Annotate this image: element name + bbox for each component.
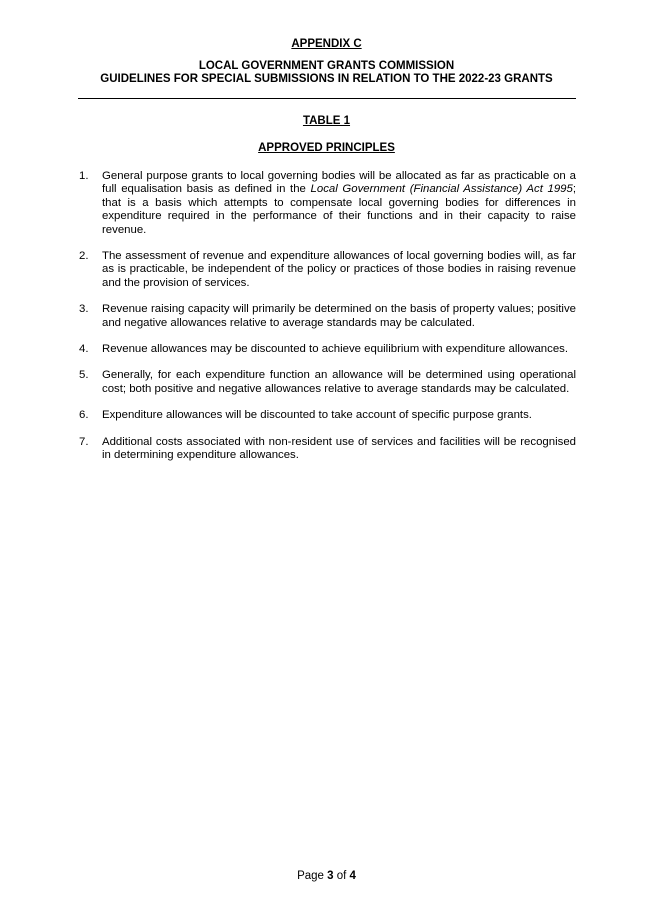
organization-title: LOCAL GOVERNMENT GRANTS COMMISSION — [198, 60, 455, 72]
principle-text-part: General purpose grants to local governing bodies will be allocated as far as practicable on a full equalisation basis as defined in the — [102, 170, 576, 196]
principle-text: Expenditure allowances will be discounted to take account of specific purpose grants. — [102, 409, 532, 422]
guidelines-title: GUIDELINES FOR SPECIAL SUBMISSIONS IN RELATION TO THE 2022-23 GRANTS — [100, 73, 553, 85]
principle-number: 7. — [79, 435, 89, 448]
principle-number: 2. — [79, 250, 89, 263]
total-pages-number: 4 — [349, 870, 356, 882]
page-label: Page — [297, 870, 324, 882]
principle-item-3 — [78, 303, 576, 330]
principle-item-4 — [78, 343, 576, 356]
principle-text: Revenue raising capacity will primarily be determined on the basis of property values; positive and negative allowances relative to average standards may be calculated. — [102, 303, 576, 329]
principle-number: 3. — [79, 303, 89, 316]
header-divider — [78, 98, 576, 99]
principle-item-1 — [78, 170, 576, 237]
principle-text: Additional costs associated with non-resident use of services and facilities will be recognised in determining expenditure allowances. — [102, 435, 576, 462]
principle-text: Revenue allowances may be discounted to achieve equilibrium with expenditure allowances. — [102, 343, 569, 356]
principles-heading — [78, 142, 575, 155]
table-title-text: TABLE 1 — [302, 115, 351, 127]
principle-number: 5. — [79, 369, 89, 382]
principles-heading-text: APPROVED PRINCIPLES — [258, 142, 395, 154]
principle-item-7 — [78, 436, 576, 463]
current-page-number: 3 — [327, 870, 334, 882]
principle-item-6 — [78, 409, 576, 422]
principle-number: 4. — [79, 343, 89, 356]
principle-text: The assessment of revenue and expenditure allowances of local governing bodies will, as far as is practicable, be independent of the policy or practices of those bodies in raising revenue and the provision of services. — [102, 250, 576, 289]
appendix-title — [78, 38, 575, 51]
principle-text: Generally, for each expenditure function an allowance will be determined using operational cost; both positive and negative allowances relative to average standards may be calculated. — [102, 369, 576, 395]
appendix-title-text: APPENDIX C — [291, 38, 362, 50]
principle-number: 6. — [79, 409, 89, 422]
principles-list — [78, 170, 576, 463]
principle-item-5 — [78, 369, 576, 396]
principle-number: 1. — [79, 170, 89, 182]
page-footer — [0, 870, 653, 883]
of-label: of — [336, 870, 347, 882]
table-title — [78, 115, 575, 128]
principle-text — [102, 170, 576, 237]
principle-text-part: ; that is a basis which attempts to compensate local governing bodies for differences in expenditure required in the performance of their functions and in their capacity to raise revenue. — [102, 183, 577, 236]
principle-item-2 — [78, 250, 576, 290]
act-title: Local Government (Financial Assistance) Act 1995 — [310, 183, 573, 196]
